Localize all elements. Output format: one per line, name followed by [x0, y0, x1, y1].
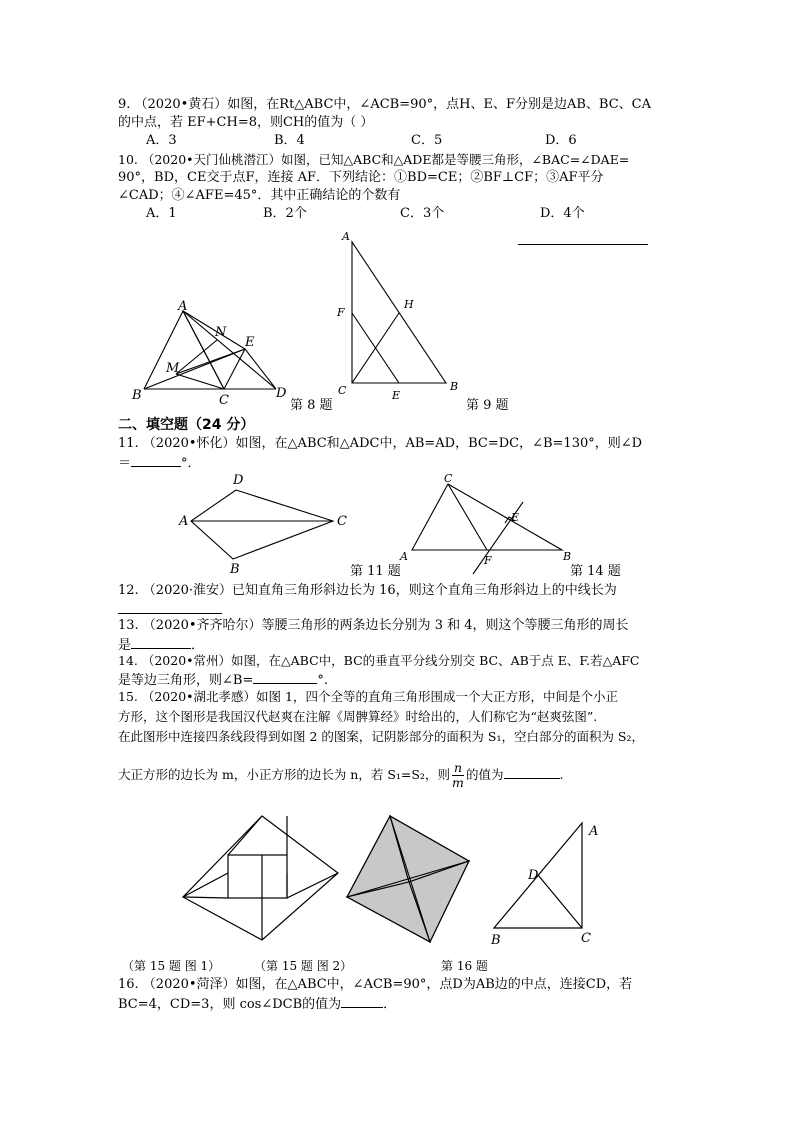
q14-line1: 14. （2020•常州）如图，在△ABC中，BC的垂直平分线分别交 BC、AB于点 E、F.若△AFC	[118, 653, 640, 668]
fig9-label-h: H	[404, 298, 414, 311]
q15-line2: 方形，这个图形是我国汉代赵爽在注解《周髀算经》时给出的，人们称它为“赵爽弦图”.	[118, 709, 598, 724]
q9-option-b: B．4	[274, 133, 305, 148]
fig16-label-a: A	[589, 824, 599, 839]
q10-option-a: A．1	[146, 206, 177, 221]
q11-answer-blank[interactable]	[131, 453, 181, 467]
q10-option-d: D．4个	[540, 206, 585, 221]
q12-answer-blank[interactable]	[118, 600, 222, 614]
fig9-caption: 第 9 题	[466, 398, 509, 413]
fig14-caption: 第 14 题	[570, 564, 621, 579]
q13-answer-blank[interactable]	[131, 635, 191, 649]
q14-answer-blank[interactable]	[253, 670, 317, 684]
fig8-label-b: B	[132, 388, 142, 403]
figure-11	[176, 470, 356, 578]
q15-fraction	[452, 761, 464, 790]
fig14-label-b: B	[563, 550, 572, 563]
q15-fraction-den: m	[452, 775, 464, 790]
q15-line4-post: 的值为	[466, 767, 504, 782]
figure-15-1	[178, 812, 342, 946]
q9-option-d: D．6	[545, 133, 577, 148]
fig9-label-f: F	[337, 306, 345, 319]
fig11-label-a: A	[179, 514, 189, 529]
fig11-label-c: C	[337, 514, 347, 529]
q9-option-c: C．5	[411, 133, 443, 148]
fig15-caption2: （第 15 题 图 2）	[254, 959, 353, 973]
q13-line1: 13. （2020•齐齐哈尔）等腰三角形的两条边长分别为 3 和 4，则这个等腰三角形的周长	[118, 618, 629, 633]
q15-answer-blank[interactable]	[504, 765, 560, 779]
fig8-caption: 第 8 题	[290, 398, 333, 413]
q15-line4-end: .	[559, 767, 564, 782]
q11-line2-pre: ＝	[118, 456, 132, 471]
q14-line2	[118, 670, 328, 690]
fig8-label-c: C	[219, 393, 229, 408]
q10-line3: ∠CAD；④∠AFE=45°．其中正确结论的个数有	[118, 188, 401, 203]
fig8-label-n: N	[215, 325, 227, 340]
q10-line1: 10. （2020•天门仙桃潜江）如图，已知△ABC和△ADE都是等腰三角形，∠BAC=∠DAE=	[118, 152, 630, 167]
fig14-label-a: A	[400, 550, 408, 563]
q12-line1: 12. （2020·淮安）已知直角三角形斜边长为 16，则这个直角三角形斜边上的中线长为	[118, 583, 617, 598]
fig15-caption1: （第 15 题 图 1）	[122, 959, 221, 973]
fig8-label-a: A	[178, 299, 188, 314]
q14-line2-pre: 是等边三角形，则∠B=	[118, 673, 254, 688]
q15-line4-pre: 大正方形的边长为 m，小正方形的边长为 n，若 S₁=S₂，则	[118, 767, 450, 782]
q11-line1: 11. （2020•怀化）如图，在△ABC和△ADC中，AB=AD，BC=DC，∠B=130°，则∠D	[118, 436, 643, 451]
fig9-label-c: C	[338, 384, 347, 397]
q9-line1: 9. （2020•黄石）如图，在Rt△ABC中，∠ACB=90°，点H、E、F分别是边AB、BC、CA	[118, 97, 652, 112]
fig9-label-a: A	[342, 230, 350, 243]
figure-8	[128, 298, 288, 408]
q16-line2-pre: BC=4，CD=3，则 cos∠DCB的值为	[118, 997, 342, 1012]
fig16-label-d: D	[528, 868, 539, 883]
q10-line2: 90°，BD，CE交于点F，连接 AF．下列结论：①BD=CE；②BF⊥CF；③AF平分	[118, 170, 604, 185]
fig9-label-b: B	[450, 380, 459, 393]
fig16-label-b: B	[491, 933, 501, 948]
q15-line3: 在此图形中连接四条线段得到如图 2 的图案，记阴影部分的面积为 S₁，空白部分的面积为 S₂，	[118, 729, 644, 744]
q10-option-c: C．3个	[400, 206, 445, 221]
figure-14	[398, 472, 578, 576]
q16-line1: 16. （2020•菏泽）如图，在△ABC中，∠ACB=90°，点D为AB边的中点，连接CD，若	[118, 977, 633, 992]
answer-line	[518, 244, 648, 245]
q9-line2: 的中点，若 EF+CH=8，则CH的值为（ ）	[118, 115, 374, 130]
q14-line2-post: °.	[317, 673, 328, 688]
fig8-label-m: M	[166, 361, 180, 376]
q13-line2-pre: 是	[118, 638, 132, 653]
fig11-label-d: D	[233, 473, 244, 488]
fig11-label-b: B	[230, 562, 240, 577]
fig14-label-e: E	[511, 511, 520, 524]
section-title: 二、填空题（24 分）	[118, 417, 255, 433]
q16-answer-blank[interactable]	[341, 994, 383, 1008]
q11-line2-post: °．	[181, 456, 201, 471]
fig8-label-e: E	[245, 335, 255, 350]
q10-option-b: B．2个	[263, 206, 307, 221]
q16-line2	[118, 994, 396, 1014]
fig16-label-c: C	[581, 931, 591, 946]
fig8-label-d: D	[276, 386, 287, 401]
figure-15-2	[343, 812, 475, 946]
q16-line2-post: ．	[383, 997, 397, 1012]
fig16-caption: 第 16 题	[441, 959, 488, 973]
fig9-label-e: E	[392, 389, 401, 402]
q15-line4	[118, 761, 564, 790]
q15-fraction-num: n	[453, 760, 463, 775]
figure-16	[486, 818, 604, 948]
q9-option-a: A．3	[146, 133, 177, 148]
q13-line2-post: ．	[191, 638, 205, 653]
fig14-label-c: C	[444, 472, 453, 485]
q15-line1: 15. （2020•湖北孝感）如图 1，四个全等的直角三角形围成一个大正方形，中间是个小正	[118, 689, 618, 704]
figure-9	[334, 228, 464, 404]
fig11-caption: 第 11 题	[350, 564, 401, 579]
fig14-label-f: F	[484, 554, 492, 567]
